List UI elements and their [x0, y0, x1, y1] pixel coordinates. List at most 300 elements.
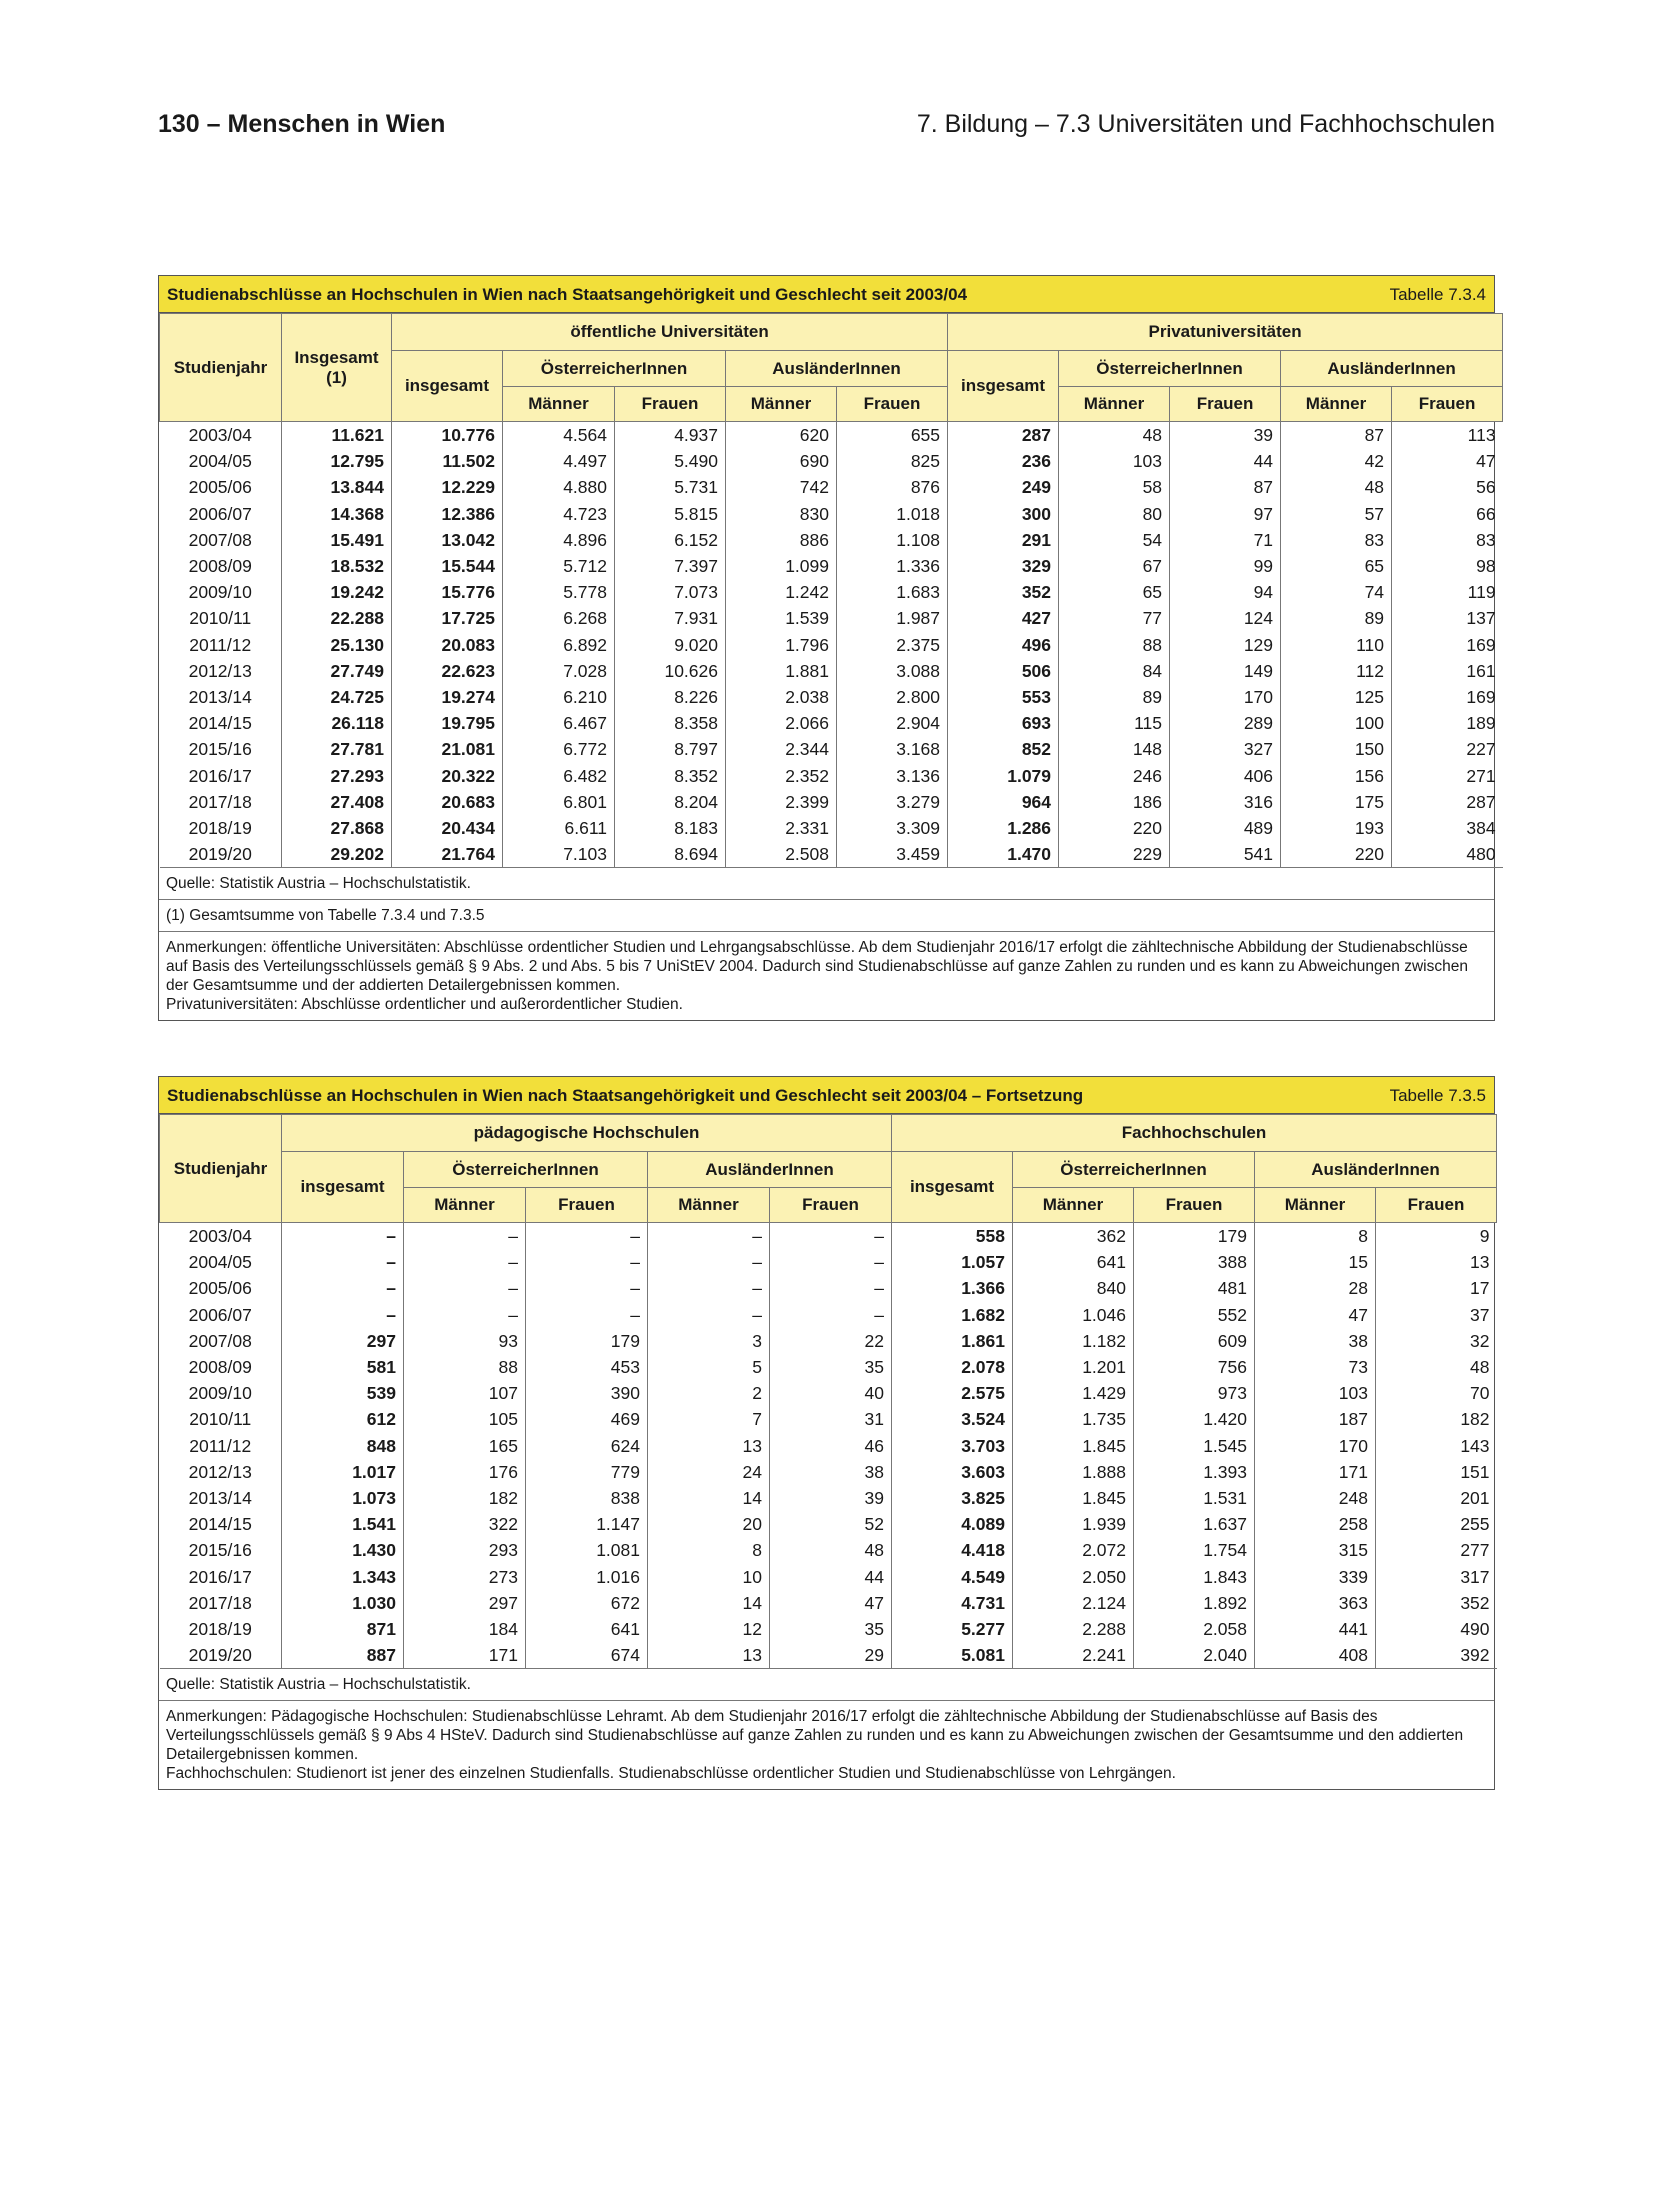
- table-cell: 273: [404, 1563, 526, 1589]
- table-cell: 5.490: [615, 448, 726, 474]
- table-cell: 2.124: [1013, 1590, 1134, 1616]
- table-cell: 17.725: [392, 605, 503, 631]
- table-cell: 15.544: [392, 553, 503, 579]
- col-maenner: Männer: [503, 387, 615, 422]
- table-cell: 973: [1134, 1380, 1255, 1406]
- table-cell: 1.861: [892, 1328, 1013, 1354]
- table-cell: 71: [1170, 527, 1281, 553]
- table-cell: 1.016: [526, 1563, 648, 1589]
- table-cell: 74: [1281, 579, 1392, 605]
- table-cell: 103: [1059, 448, 1170, 474]
- table-cell: 22: [770, 1328, 892, 1354]
- remarks-text: Fachhochschulen: Studienort ist jener des einzelnen Studienfalls. Studienabschlüsse ordentlicher Studien und Studienabschlüsse von Lehrgängen.: [166, 1765, 1176, 1783]
- row-year-cell: 2017/18: [188, 1592, 252, 1613]
- table-row: [160, 1616, 1497, 1642]
- table-cell: 1.683: [837, 579, 948, 605]
- table-cell: 2.904: [837, 710, 948, 736]
- table-cell: 838: [526, 1485, 648, 1511]
- table-cell: 8.352: [615, 762, 726, 788]
- table-cell: 1.845: [1013, 1485, 1134, 1511]
- table-cell: 1.099: [726, 553, 837, 579]
- table-cell: 182: [1376, 1406, 1497, 1432]
- table-cell: 19.242: [282, 579, 392, 605]
- table-cell: 5.778: [503, 579, 615, 605]
- table-cell: 4.549: [892, 1563, 1013, 1589]
- table-7-3-4: [158, 275, 1495, 1021]
- table-cell: 352: [948, 579, 1059, 605]
- table-row: [160, 527, 1503, 553]
- table-row: [160, 605, 1503, 631]
- remarks-text: Privatuniversitäten: Abschlüsse ordentlicher und außerordentlicher Studien.: [166, 996, 683, 1014]
- table-cell: 27.293: [282, 762, 392, 788]
- table-cell: 14: [648, 1485, 770, 1511]
- row-year-cell: 2003/04: [188, 425, 252, 446]
- table-cell: 169: [1392, 684, 1503, 710]
- table-cell: 480: [1392, 841, 1503, 868]
- col-auslaender: AusländerInnen: [648, 1152, 892, 1188]
- table-cell: 187: [1255, 1406, 1376, 1432]
- table-cell: 690: [726, 448, 837, 474]
- table-cell: 129: [1170, 632, 1281, 658]
- table-cell: 1.046: [1013, 1302, 1134, 1328]
- table-cell: 624: [526, 1433, 648, 1459]
- table-cell: 825: [837, 448, 948, 474]
- table-cell: 7.397: [615, 553, 726, 579]
- table-row: [160, 684, 1503, 710]
- page-header: [158, 110, 1495, 146]
- table-cell: 98: [1392, 553, 1503, 579]
- table-cell: 4.937: [615, 422, 726, 449]
- row-year-cell: 2004/05: [188, 1252, 252, 1273]
- col-auslaender: AusländerInnen: [1255, 1152, 1497, 1188]
- table-cell: 271: [1392, 762, 1503, 788]
- row-year-cell: 2012/13: [188, 1461, 252, 1482]
- table-cell: 329: [948, 553, 1059, 579]
- table-row: [160, 579, 1503, 605]
- table-cell: 12.229: [392, 474, 503, 500]
- table-cell: –: [648, 1302, 770, 1328]
- table-cell: 3.825: [892, 1485, 1013, 1511]
- table-cell: 8.358: [615, 710, 726, 736]
- table-cell: 1.018: [837, 501, 948, 527]
- row-year-cell: 2016/17: [188, 1566, 252, 1587]
- table-row: [160, 1511, 1497, 1537]
- table-row: [160, 1590, 1497, 1616]
- table-cell: 489: [1170, 815, 1281, 841]
- table-cell: 7.073: [615, 579, 726, 605]
- table-cell: 886: [726, 527, 837, 553]
- table-cell: 20.434: [392, 815, 503, 841]
- table-cell: 7: [648, 1406, 770, 1432]
- table-cell: 287: [1392, 789, 1503, 815]
- row-year-cell: 2018/19: [188, 817, 252, 838]
- table-cell: 52: [770, 1511, 892, 1537]
- table-cell: 151: [1376, 1459, 1497, 1485]
- group-fachhochschulen: Fachhochschulen: [892, 1115, 1497, 1152]
- table-cell: 80: [1059, 501, 1170, 527]
- table-cell: 100: [1281, 710, 1392, 736]
- table-cell: 93: [404, 1328, 526, 1354]
- table-cell: 384: [1392, 815, 1503, 841]
- row-year-cell: 2013/14: [188, 686, 252, 707]
- col-oesterreicher: ÖsterreicherInnen: [1013, 1152, 1255, 1188]
- table-cell: 13: [648, 1433, 770, 1459]
- col-auslaender: AusländerInnen: [726, 351, 948, 387]
- table-cell: 552: [1134, 1302, 1255, 1328]
- table-cell: 553: [948, 684, 1059, 710]
- table-cell: 113: [1392, 422, 1503, 449]
- table-cell: 2.241: [1013, 1642, 1134, 1669]
- table-cell: 2.399: [726, 789, 837, 815]
- table-cell: 300: [948, 501, 1059, 527]
- remarks: [159, 932, 1494, 1020]
- table-cell: 1.796: [726, 632, 837, 658]
- table-cell: 8.226: [615, 684, 726, 710]
- table-cell: 1.682: [892, 1302, 1013, 1328]
- table-cell: 171: [1255, 1459, 1376, 1485]
- table-cell: 29: [770, 1642, 892, 1669]
- table-cell: 541: [1170, 841, 1281, 868]
- table-cell: 94: [1170, 579, 1281, 605]
- table-cell: 2: [648, 1380, 770, 1406]
- table-cell: 641: [526, 1616, 648, 1642]
- table-cell: 609: [1134, 1328, 1255, 1354]
- table-cell: 58: [1059, 474, 1170, 500]
- table-cell: 44: [1170, 448, 1281, 474]
- table-cell: –: [404, 1275, 526, 1301]
- table-cell: –: [282, 1275, 404, 1301]
- row-year-cell: 2014/15: [188, 1514, 252, 1535]
- table-cell: 1.735: [1013, 1406, 1134, 1432]
- table-cell: 1.843: [1134, 1563, 1255, 1589]
- table-7-3-5: [158, 1076, 1495, 1790]
- table-cell: 3.459: [837, 841, 948, 868]
- table-cell: 169: [1392, 632, 1503, 658]
- table-cell: 9: [1376, 1223, 1497, 1250]
- table-row: [160, 1485, 1497, 1511]
- table-cell: 539: [282, 1380, 404, 1406]
- table-row: [160, 448, 1503, 474]
- table-cell: 27.749: [282, 658, 392, 684]
- table-cell: 1.531: [1134, 1485, 1255, 1511]
- table-cell: 15.491: [282, 527, 392, 553]
- row-year-cell: 2010/11: [189, 608, 252, 629]
- table-cell: 848: [282, 1433, 404, 1459]
- row-year-cell: 2019/20: [160, 1642, 282, 1669]
- table-row: [160, 762, 1503, 788]
- source-text: Quelle: Statistik Austria – Hochschulstatistik.: [166, 875, 471, 893]
- table-cell: 176: [404, 1459, 526, 1485]
- table-cell: 66: [1392, 501, 1503, 527]
- table-cell: 248: [1255, 1485, 1376, 1511]
- table-cell: 1.081: [526, 1537, 648, 1563]
- table-cell: 481: [1134, 1275, 1255, 1301]
- table-cell: 3.279: [837, 789, 948, 815]
- table-cell: 77: [1059, 605, 1170, 631]
- table-cell: 65: [1059, 579, 1170, 605]
- table-cell: 1.888: [1013, 1459, 1134, 1485]
- table-row: [160, 736, 1503, 762]
- col-frauen: Frauen: [1392, 387, 1503, 422]
- row-year-cell: 2015/16: [188, 739, 252, 760]
- col-maenner: Männer: [648, 1188, 770, 1223]
- table-cell: 8.183: [615, 815, 726, 841]
- table-row: [160, 815, 1503, 841]
- table-cell: –: [282, 1249, 404, 1275]
- table-cell: 25.130: [282, 632, 392, 658]
- table-row: [160, 1302, 1497, 1328]
- table-cell: 148: [1059, 736, 1170, 762]
- table-cell: 19.274: [392, 684, 503, 710]
- table-cell: –: [404, 1302, 526, 1328]
- table-cell: 1.845: [1013, 1433, 1134, 1459]
- col-maenner: Männer: [404, 1188, 526, 1223]
- table-cell: 408: [1255, 1642, 1376, 1669]
- table-cell: 137: [1392, 605, 1503, 631]
- table-cell: 6.892: [503, 632, 615, 658]
- table-cell: –: [648, 1275, 770, 1301]
- group-privatuniversitaeten: Privatuniversitäten: [948, 314, 1503, 351]
- table-cell: 1.017: [282, 1459, 404, 1485]
- table-row: [160, 1433, 1497, 1459]
- table-cell: 4.723: [503, 501, 615, 527]
- col-maenner: Männer: [1255, 1188, 1376, 1223]
- table-cell: 5.712: [503, 553, 615, 579]
- table-cell: 3: [648, 1328, 770, 1354]
- col-studienjahr: Studienjahr: [160, 1115, 282, 1223]
- table-cell: 1.182: [1013, 1328, 1134, 1354]
- table-row: [160, 632, 1503, 658]
- table-cell: 2.344: [726, 736, 837, 762]
- table-cell: 5.277: [892, 1616, 1013, 1642]
- table-cell: 201: [1376, 1485, 1497, 1511]
- table-cell: 1.147: [526, 1511, 648, 1537]
- table-cell: 73: [1255, 1354, 1376, 1380]
- table-cell: 8.694: [615, 841, 726, 868]
- table-cell: 4.497: [503, 448, 615, 474]
- table-cell: –: [648, 1223, 770, 1250]
- table-cell: 26.118: [282, 710, 392, 736]
- group-oeffentliche-universitaeten: öffentliche Universitäten: [392, 314, 948, 351]
- table-cell: 10.776: [392, 422, 503, 449]
- table-cell: 170: [1255, 1433, 1376, 1459]
- table-cell: 83: [1281, 527, 1392, 553]
- table-cell: 1.429: [1013, 1380, 1134, 1406]
- table-row: [160, 1249, 1497, 1275]
- table-cell: 1.430: [282, 1537, 404, 1563]
- table-cell: 31: [770, 1406, 892, 1432]
- table-cell: 236: [948, 448, 1059, 474]
- table-row: [160, 422, 1503, 449]
- page-number-title: 130 – Menschen in Wien: [158, 110, 446, 138]
- table-cell: 1.987: [837, 605, 948, 631]
- table-cell: 8.204: [615, 789, 726, 815]
- table-cell: 3.524: [892, 1406, 1013, 1432]
- table-cell: 964: [948, 789, 1059, 815]
- table-cell: 1.366: [892, 1275, 1013, 1301]
- table-cell: 453: [526, 1354, 648, 1380]
- table-cell: 1.201: [1013, 1354, 1134, 1380]
- table-cell: –: [282, 1302, 404, 1328]
- table-cell: 6.268: [503, 605, 615, 631]
- table-cell: 674: [526, 1642, 648, 1669]
- row-year-cell: 2009/10: [188, 1383, 252, 1404]
- table-cell: 392: [1376, 1642, 1497, 1669]
- table-cell: 110: [1281, 632, 1392, 658]
- table-cell: 179: [526, 1328, 648, 1354]
- table-cell: 15.776: [392, 579, 503, 605]
- table-cell: 124: [1170, 605, 1281, 631]
- table-cell: 5.815: [615, 501, 726, 527]
- table-cell: 1.286: [948, 815, 1059, 841]
- table-cell: 35: [770, 1616, 892, 1642]
- table-cell: 655: [837, 422, 948, 449]
- col-frauen: Frauen: [1376, 1188, 1497, 1223]
- table-cell: 3.309: [837, 815, 948, 841]
- row-year-cell: 2008/09: [188, 556, 252, 577]
- table-title-bar: [159, 276, 1494, 313]
- col-auslaender: AusländerInnen: [1281, 351, 1503, 387]
- row-year-cell: 2009/10: [188, 582, 252, 603]
- table-cell: 6.210: [503, 684, 615, 710]
- table-cell: 2.038: [726, 684, 837, 710]
- table-cell: 6.467: [503, 710, 615, 736]
- table-cell: 852: [948, 736, 1059, 762]
- table-cell: 165: [404, 1433, 526, 1459]
- row-year-cell: 2019/20: [160, 841, 282, 868]
- table-cell: 289: [1170, 710, 1281, 736]
- table-cell: 887: [282, 1642, 404, 1669]
- table-cell: 6.611: [503, 815, 615, 841]
- table-row: [160, 789, 1503, 815]
- table-cell: 1.881: [726, 658, 837, 684]
- table-cell: –: [770, 1302, 892, 1328]
- table-cell: 193: [1281, 815, 1392, 841]
- table-cell: 7.103: [503, 841, 615, 868]
- table-cell: 161: [1392, 658, 1503, 684]
- table-cell: 1.637: [1134, 1511, 1255, 1537]
- table-cell: 871: [282, 1616, 404, 1642]
- row-year-cell: 2006/07: [188, 1304, 252, 1325]
- table-cell: 27.868: [282, 815, 392, 841]
- table-cell: 47: [1255, 1302, 1376, 1328]
- table-cell: 48: [1376, 1354, 1497, 1380]
- table-cell: 125: [1281, 684, 1392, 710]
- row-year-cell: 2005/06: [188, 1278, 252, 1299]
- col-studienjahr: Studienjahr: [160, 314, 282, 422]
- row-year-cell: 2016/17: [188, 765, 252, 786]
- table-cell: 47: [1392, 448, 1503, 474]
- col-insgesamt: insgesamt: [892, 1152, 1013, 1223]
- table-cell: 779: [526, 1459, 648, 1485]
- table-cell: 48: [1281, 474, 1392, 500]
- table-cell: 103: [1255, 1380, 1376, 1406]
- table-cell: 388: [1134, 1249, 1255, 1275]
- table-cell: 87: [1281, 422, 1392, 449]
- table-cell: 258: [1255, 1511, 1376, 1537]
- table-cell: 1.108: [837, 527, 948, 553]
- table-cell: 11.502: [392, 448, 503, 474]
- table-cell: 297: [282, 1328, 404, 1354]
- table-cell: 4.089: [892, 1511, 1013, 1537]
- table-cell: 107: [404, 1380, 526, 1406]
- table-cell: 13: [1376, 1249, 1497, 1275]
- row-year-cell: 2013/14: [188, 1487, 252, 1508]
- table-cell: 156: [1281, 762, 1392, 788]
- table-cell: 70: [1376, 1380, 1497, 1406]
- table-cell: 171: [404, 1642, 526, 1669]
- table-cell: 4.564: [503, 422, 615, 449]
- table-cell: –: [282, 1223, 404, 1250]
- table-cell: 7.931: [615, 605, 726, 631]
- col-frauen: Frauen: [1134, 1188, 1255, 1223]
- table-cell: 20.683: [392, 789, 503, 815]
- table-cell: 99: [1170, 553, 1281, 579]
- table-cell: 1.242: [726, 579, 837, 605]
- table-cell: 13: [648, 1642, 770, 1669]
- table-cell: 3.603: [892, 1459, 1013, 1485]
- table-cell: 20: [648, 1511, 770, 1537]
- table-cell: 363: [1255, 1590, 1376, 1616]
- table-cell: 87: [1170, 474, 1281, 500]
- table-cell: 186: [1059, 789, 1170, 815]
- table-title: Studienabschlüsse an Hochschulen in Wien nach Staatsangehörigkeit und Geschlecht seit 2003/04: [167, 285, 968, 304]
- data-table: [159, 313, 1503, 868]
- table-cell: 21.081: [392, 736, 503, 762]
- table-cell: 249: [948, 474, 1059, 500]
- table-cell: 38: [770, 1459, 892, 1485]
- col-maenner: Männer: [1013, 1188, 1134, 1223]
- table-cell: 12.386: [392, 501, 503, 527]
- table-cell: 24.725: [282, 684, 392, 710]
- table-cell: 84: [1059, 658, 1170, 684]
- table-cell: 179: [1134, 1223, 1255, 1250]
- group-paedagogische-hochschulen: pädagogische Hochschulen: [282, 1115, 892, 1152]
- table-cell: –: [526, 1249, 648, 1275]
- table-cell: 27.781: [282, 736, 392, 762]
- table-cell: 1.545: [1134, 1433, 1255, 1459]
- table-cell: 119: [1392, 579, 1503, 605]
- source-note: [159, 868, 1494, 900]
- table-cell: 742: [726, 474, 837, 500]
- col-oesterreicher: ÖsterreicherInnen: [1059, 351, 1281, 387]
- table-cell: –: [404, 1249, 526, 1275]
- remarks: [159, 1701, 1494, 1789]
- table-cell: 317: [1376, 1563, 1497, 1589]
- table-cell: 490: [1376, 1616, 1497, 1642]
- table-number: Tabelle 7.3.4: [1389, 285, 1486, 304]
- row-year-cell: 2005/06: [188, 477, 252, 498]
- table-cell: 6.482: [503, 762, 615, 788]
- table-cell: 47: [770, 1590, 892, 1616]
- table-row: [160, 658, 1503, 684]
- table-cell: 6.801: [503, 789, 615, 815]
- row-year-cell: 2003/04: [188, 1226, 252, 1247]
- table-cell: 1.754: [1134, 1537, 1255, 1563]
- table-cell: 39: [770, 1485, 892, 1511]
- table-row: [160, 1537, 1497, 1563]
- table-row: [160, 474, 1503, 500]
- table-cell: 756: [1134, 1354, 1255, 1380]
- table-cell: –: [770, 1249, 892, 1275]
- table-cell: 57: [1281, 501, 1392, 527]
- table-cell: 1.030: [282, 1590, 404, 1616]
- table-cell: 143: [1376, 1433, 1497, 1459]
- table-cell: 2.288: [1013, 1616, 1134, 1642]
- table-cell: 54: [1059, 527, 1170, 553]
- table-cell: 840: [1013, 1275, 1134, 1301]
- table-cell: 3.136: [837, 762, 948, 788]
